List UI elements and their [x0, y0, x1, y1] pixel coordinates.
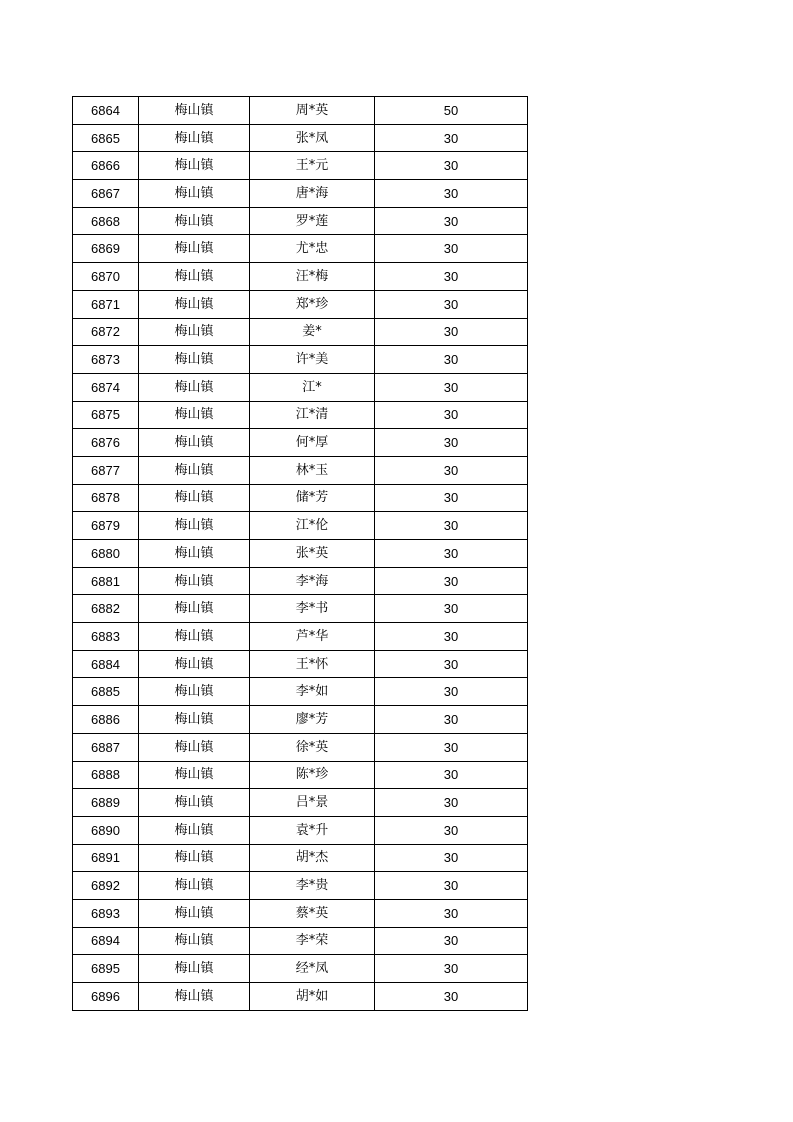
row-id-cell: 6864 — [73, 97, 139, 125]
table-row — [73, 623, 528, 651]
row-id-cell: 6872 — [73, 318, 139, 346]
table-row — [73, 152, 528, 180]
row-id-cell: 6877 — [73, 456, 139, 484]
table-row — [73, 816, 528, 844]
amount-cell: 50 — [375, 97, 528, 125]
amount-cell: 30 — [375, 899, 528, 927]
name-cell: 唐*海 — [250, 180, 375, 208]
town-cell: 梅山镇 — [139, 484, 250, 512]
table-row — [73, 235, 528, 263]
name-cell: 江*清 — [250, 401, 375, 429]
table-row — [73, 567, 528, 595]
town-cell: 梅山镇 — [139, 844, 250, 872]
name-cell: 罗*莲 — [250, 207, 375, 235]
name-cell: 张*凤 — [250, 124, 375, 152]
name-cell: 许*美 — [250, 346, 375, 374]
table-row — [73, 899, 528, 927]
town-cell: 梅山镇 — [139, 678, 250, 706]
row-id-cell: 6886 — [73, 706, 139, 734]
amount-cell: 30 — [375, 456, 528, 484]
document-page — [72, 96, 528, 1011]
name-cell: 张*英 — [250, 540, 375, 568]
name-cell: 郑*珍 — [250, 290, 375, 318]
row-id-cell: 6868 — [73, 207, 139, 235]
name-cell: 李*荣 — [250, 927, 375, 955]
name-cell: 经*凤 — [250, 955, 375, 983]
table-row — [73, 97, 528, 125]
table-row — [73, 789, 528, 817]
table-row — [73, 761, 528, 789]
town-cell: 梅山镇 — [139, 318, 250, 346]
row-id-cell: 6880 — [73, 540, 139, 568]
row-id-cell: 6873 — [73, 346, 139, 374]
amount-cell: 30 — [375, 650, 528, 678]
row-id-cell: 6884 — [73, 650, 139, 678]
row-id-cell: 6893 — [73, 899, 139, 927]
amount-cell: 30 — [375, 678, 528, 706]
town-cell: 梅山镇 — [139, 207, 250, 235]
data-table — [72, 96, 528, 1011]
row-id-cell: 6892 — [73, 872, 139, 900]
amount-cell: 30 — [375, 263, 528, 291]
row-id-cell: 6889 — [73, 789, 139, 817]
town-cell: 梅山镇 — [139, 290, 250, 318]
name-cell: 汪*梅 — [250, 263, 375, 291]
amount-cell: 30 — [375, 595, 528, 623]
table-row — [73, 540, 528, 568]
name-cell: 袁*升 — [250, 816, 375, 844]
town-cell: 梅山镇 — [139, 623, 250, 651]
town-cell: 梅山镇 — [139, 124, 250, 152]
name-cell: 林*玉 — [250, 456, 375, 484]
name-cell: 胡*杰 — [250, 844, 375, 872]
name-cell: 姜* — [250, 318, 375, 346]
amount-cell: 30 — [375, 346, 528, 374]
name-cell: 李*贵 — [250, 872, 375, 900]
row-id-cell: 6891 — [73, 844, 139, 872]
town-cell: 梅山镇 — [139, 733, 250, 761]
table-row — [73, 733, 528, 761]
town-cell: 梅山镇 — [139, 761, 250, 789]
row-id-cell: 6879 — [73, 512, 139, 540]
town-cell: 梅山镇 — [139, 567, 250, 595]
row-id-cell: 6866 — [73, 152, 139, 180]
row-id-cell: 6871 — [73, 290, 139, 318]
name-cell: 江*伦 — [250, 512, 375, 540]
amount-cell: 30 — [375, 152, 528, 180]
amount-cell: 30 — [375, 207, 528, 235]
table-row — [73, 512, 528, 540]
row-id-cell: 6883 — [73, 623, 139, 651]
town-cell: 梅山镇 — [139, 401, 250, 429]
name-cell: 胡*如 — [250, 983, 375, 1011]
amount-cell: 30 — [375, 512, 528, 540]
town-cell: 梅山镇 — [139, 540, 250, 568]
name-cell: 李*书 — [250, 595, 375, 623]
name-cell: 廖*芳 — [250, 706, 375, 734]
town-cell: 梅山镇 — [139, 152, 250, 180]
table-row — [73, 872, 528, 900]
amount-cell: 30 — [375, 927, 528, 955]
name-cell: 李*海 — [250, 567, 375, 595]
amount-cell: 30 — [375, 623, 528, 651]
table-row — [73, 373, 528, 401]
name-cell: 李*如 — [250, 678, 375, 706]
town-cell: 梅山镇 — [139, 955, 250, 983]
row-id-cell: 6894 — [73, 927, 139, 955]
table-row — [73, 180, 528, 208]
amount-cell: 30 — [375, 872, 528, 900]
town-cell: 梅山镇 — [139, 373, 250, 401]
name-cell: 蔡*英 — [250, 899, 375, 927]
amount-cell: 30 — [375, 706, 528, 734]
row-id-cell: 6896 — [73, 983, 139, 1011]
amount-cell: 30 — [375, 401, 528, 429]
town-cell: 梅山镇 — [139, 346, 250, 374]
amount-cell: 30 — [375, 844, 528, 872]
name-cell: 尤*忠 — [250, 235, 375, 263]
row-id-cell: 6876 — [73, 429, 139, 457]
row-id-cell: 6870 — [73, 263, 139, 291]
table-row — [73, 927, 528, 955]
table-row — [73, 955, 528, 983]
name-cell: 江* — [250, 373, 375, 401]
name-cell: 周*英 — [250, 97, 375, 125]
town-cell: 梅山镇 — [139, 97, 250, 125]
town-cell: 梅山镇 — [139, 872, 250, 900]
town-cell: 梅山镇 — [139, 235, 250, 263]
table-row — [73, 844, 528, 872]
name-cell: 陈*珍 — [250, 761, 375, 789]
row-id-cell: 6885 — [73, 678, 139, 706]
amount-cell: 30 — [375, 235, 528, 263]
row-id-cell: 6878 — [73, 484, 139, 512]
town-cell: 梅山镇 — [139, 650, 250, 678]
amount-cell: 30 — [375, 816, 528, 844]
row-id-cell: 6875 — [73, 401, 139, 429]
name-cell: 储*芳 — [250, 484, 375, 512]
amount-cell: 30 — [375, 955, 528, 983]
table-row — [73, 318, 528, 346]
name-cell: 芦*华 — [250, 623, 375, 651]
town-cell: 梅山镇 — [139, 789, 250, 817]
table-row — [73, 401, 528, 429]
amount-cell: 30 — [375, 789, 528, 817]
row-id-cell: 6869 — [73, 235, 139, 263]
row-id-cell: 6882 — [73, 595, 139, 623]
town-cell: 梅山镇 — [139, 512, 250, 540]
town-cell: 梅山镇 — [139, 263, 250, 291]
table-row — [73, 346, 528, 374]
table-row — [73, 678, 528, 706]
table-row — [73, 650, 528, 678]
row-id-cell: 6874 — [73, 373, 139, 401]
amount-cell: 30 — [375, 124, 528, 152]
town-cell: 梅山镇 — [139, 816, 250, 844]
name-cell: 吕*景 — [250, 789, 375, 817]
row-id-cell: 6888 — [73, 761, 139, 789]
amount-cell: 30 — [375, 373, 528, 401]
town-cell: 梅山镇 — [139, 595, 250, 623]
name-cell: 王*怀 — [250, 650, 375, 678]
town-cell: 梅山镇 — [139, 180, 250, 208]
amount-cell: 30 — [375, 429, 528, 457]
name-cell: 王*元 — [250, 152, 375, 180]
amount-cell: 30 — [375, 761, 528, 789]
row-id-cell: 6890 — [73, 816, 139, 844]
amount-cell: 30 — [375, 567, 528, 595]
table-row — [73, 290, 528, 318]
row-id-cell: 6887 — [73, 733, 139, 761]
row-id-cell: 6895 — [73, 955, 139, 983]
name-cell: 徐*英 — [250, 733, 375, 761]
amount-cell: 30 — [375, 180, 528, 208]
table-row — [73, 124, 528, 152]
town-cell: 梅山镇 — [139, 927, 250, 955]
amount-cell: 30 — [375, 540, 528, 568]
table-row — [73, 263, 528, 291]
table-row — [73, 456, 528, 484]
table-row — [73, 595, 528, 623]
table-row — [73, 429, 528, 457]
amount-cell: 30 — [375, 733, 528, 761]
town-cell: 梅山镇 — [139, 706, 250, 734]
table-row — [73, 207, 528, 235]
row-id-cell: 6865 — [73, 124, 139, 152]
row-id-cell: 6867 — [73, 180, 139, 208]
amount-cell: 30 — [375, 290, 528, 318]
table-body — [73, 97, 528, 1011]
amount-cell: 30 — [375, 983, 528, 1011]
table-row — [73, 706, 528, 734]
amount-cell: 30 — [375, 318, 528, 346]
name-cell: 何*厚 — [250, 429, 375, 457]
town-cell: 梅山镇 — [139, 983, 250, 1011]
town-cell: 梅山镇 — [139, 429, 250, 457]
row-id-cell: 6881 — [73, 567, 139, 595]
amount-cell: 30 — [375, 484, 528, 512]
table-row — [73, 484, 528, 512]
town-cell: 梅山镇 — [139, 456, 250, 484]
town-cell: 梅山镇 — [139, 899, 250, 927]
table-row — [73, 983, 528, 1011]
